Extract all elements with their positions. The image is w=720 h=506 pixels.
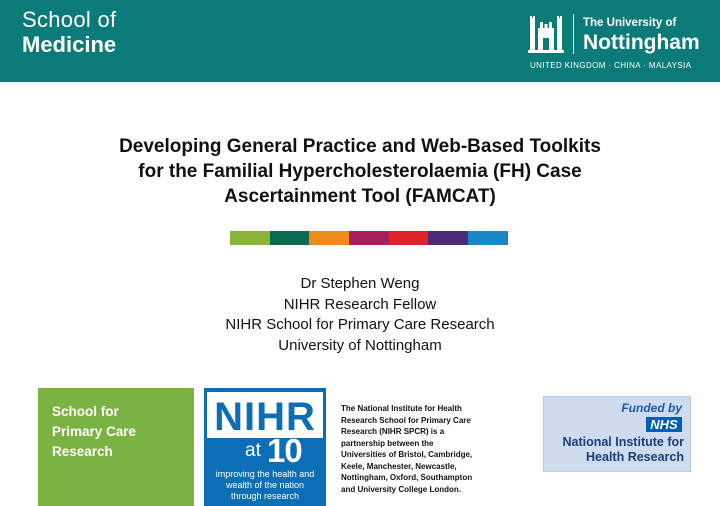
color-stripe: [230, 231, 508, 245]
title-line1: Developing General Practice and Web-Based Toolkits: [119, 136, 601, 157]
blurb-line: and University College London.: [341, 484, 462, 494]
spcr-line1: School for: [52, 404, 119, 419]
university-of-nottingham-logo: [583, 18, 700, 53]
color-stripe-segment: [389, 231, 429, 245]
uon-divider: [573, 14, 574, 54]
color-stripe-segment: [468, 231, 508, 245]
school-of-medicine-logo: [22, 9, 116, 56]
nihr-name: [562, 435, 684, 465]
blurb-line: Keele, Manchester, Newcastle,: [341, 461, 457, 471]
spcr-partnership-blurb: [341, 403, 521, 495]
nihr-at-text: at: [245, 440, 261, 461]
nihr-logo-text: NIHR: [214, 395, 316, 438]
color-stripe-segment: [230, 231, 270, 245]
blurb-line: Research (NIHR SPCR) is a: [341, 427, 445, 436]
author-name: Dr Stephen Weng: [300, 275, 420, 292]
header-banner: [0, 0, 720, 82]
nhs-logo: NHS: [646, 417, 682, 432]
slide-title: [60, 134, 660, 209]
nihr-tagline: [204, 469, 326, 502]
spcr-line3: Research: [52, 444, 113, 459]
nihr-ten-text: 10: [267, 432, 302, 469]
uon-campus-text: UNITED KINGDOM · CHINA · MALAYSIA: [530, 61, 692, 70]
uon-small-text: The University of: [583, 17, 677, 29]
author-university: University of Nottingham: [278, 336, 442, 354]
author-block: [160, 274, 560, 356]
nifhr-line1: National Institute for: [562, 435, 684, 449]
nihr-tag2: wealth of the nation: [225, 480, 305, 490]
color-stripe-segment: [349, 231, 389, 245]
color-stripe-segment: [428, 231, 468, 245]
som-line1: School of: [22, 7, 117, 32]
title-line2: for the Familial Hypercholesterolaemia (FH) Case: [138, 161, 582, 182]
nihr-tag3: through research: [230, 491, 300, 501]
blurb-line: The National Institute for Health: [341, 404, 462, 413]
blurb-line: Research School for Primary Care: [341, 415, 471, 425]
nihr-tag1: improving the health and: [215, 469, 315, 479]
spcr-text: [52, 402, 136, 462]
nihr-wordmark: [207, 392, 323, 438]
blurb-line: Nottingham, Oxford, Southampton: [341, 473, 473, 482]
color-stripe-segment: [309, 231, 349, 245]
blurb-line: partnership between the: [341, 438, 434, 448]
spcr-logo: [38, 388, 194, 506]
title-line3: Ascertainment Tool (FAMCAT): [224, 186, 496, 207]
nifhr-line2: Health Research: [586, 450, 684, 464]
uon-big-text: Nottingham: [583, 30, 700, 54]
funded-by-text: Funded by: [621, 401, 682, 415]
blurb-line: Universities of Bristol, Cambridge,: [341, 450, 473, 459]
uon-crest-icon: [528, 14, 564, 54]
som-line2: Medicine: [22, 32, 117, 57]
author-school: NIHR School for Primary Care Research: [225, 316, 495, 333]
author-role: NIHR Research Fellow: [283, 295, 437, 313]
color-stripe-segment: [270, 231, 310, 245]
funded-by-nihr-logo: [543, 396, 691, 472]
spcr-line2: Primary Care: [52, 424, 137, 439]
nihr-at-10-logo: [204, 388, 326, 506]
